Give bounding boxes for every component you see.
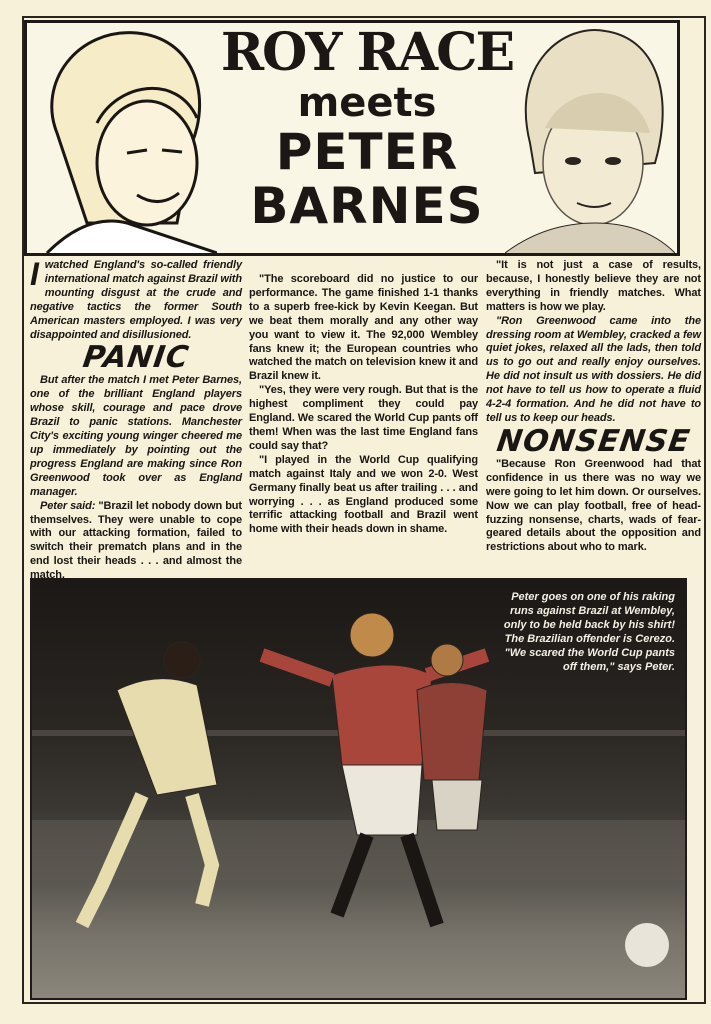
brazil-player — [82, 642, 217, 925]
article-column-2 — [249, 273, 478, 537]
drop-cap: I — [30, 256, 39, 292]
article-column-3 — [486, 259, 701, 555]
quote-lead: Peter said: — [40, 499, 96, 512]
paragraph: "Ron Greenwood came into the dressing room at Wembley, cracked a few quiet jokes, relaxed all the lads, then told us to go out and really enjoy ourselves. He did not insult us with dossiers. He did not have to tell us how to operate a fluid 4-2-4 formation. And he did not have to tell us to keep our heads. — [486, 314, 701, 424]
headline-roy-race: ROY RACE — [220, 22, 514, 83]
headline-barnes: BARNES — [250, 177, 484, 235]
paragraph: "Because Ron Greenwood had that confidence in us there was no way we were going to let him down. Or ourselves. Now we can play football, free of head-fuzzing nonsense, charts, wads of fear-geared details about the opposition and restrictions about who to mark. — [486, 457, 701, 554]
paragraph: "It is not just a case of results, because, I honestly believe they are not everything in friendly matches. What matters is how we play. — [486, 259, 701, 313]
photo-caption: Peter goes on one of his raking runs against Brazil at Wembley, only to be held back by his shirt! The Brazilian offender is Cerezo. "We scared the World Cup pants off them," says Peter. — [503, 591, 675, 673]
paragraph — [30, 500, 242, 583]
paragraph: "The scoreboard did no justice to our performance. The game finished 1-1 thanks to a superb free-kick by Kevin Keegan. But we beat them morally and any other way you want to view it. The 92,000 Wembley fans knew it; the European countries who watched the match on television knew it and Brazil knew it. — [249, 273, 478, 383]
roy-race-illustration — [27, 23, 217, 253]
ball — [625, 923, 669, 967]
paragraph: "Yes, they were very rough. But that is the highest compliment they could pay England. We scared the World Cup pants off them! When was the last time England fans could say that? — [249, 384, 478, 452]
title-banner — [24, 20, 680, 256]
headline — [217, 22, 517, 235]
paragraph: "I played in the World Cup qualifying match against Italy and we won 2-0. West Germany finally beat us after trailing . . . and worrying . . . as England produced some terrific attacking football and Brazil went home with their heads down in shame. — [249, 453, 478, 536]
quote-text: "Brazil let nobody down but themselves. They were unable to cope with our attacking formation, failed to switch their prematch plans and in the end lost their heads . . . and almost the match. — [30, 499, 242, 582]
headline-meets: meets — [297, 80, 437, 126]
headline-peter: PETER — [275, 123, 459, 181]
intro-text: watched England's so-called friendly international match against Brazil with mounting disgust at the crude and negative tactics the former South American masters employed. I was very disappointed and disillusioned. — [30, 259, 242, 341]
article-column-1 — [30, 256, 242, 583]
match-photo — [30, 578, 687, 1000]
paragraph: But after the match I met Peter Barnes, one of the brilliant England players whose skill, courage and pace drove Brazil to panic stations. Manchester City's exciting young winger cheered me up immediately by pointing out the progress England are making since Ron Greenwood took over as England manager. — [30, 374, 242, 498]
subheading-nonsense: NONSENSE — [494, 423, 693, 459]
subheading-panic: PANIC — [80, 340, 192, 376]
intro-paragraph — [30, 256, 242, 342]
peter-barnes-portrait — [505, 23, 675, 253]
